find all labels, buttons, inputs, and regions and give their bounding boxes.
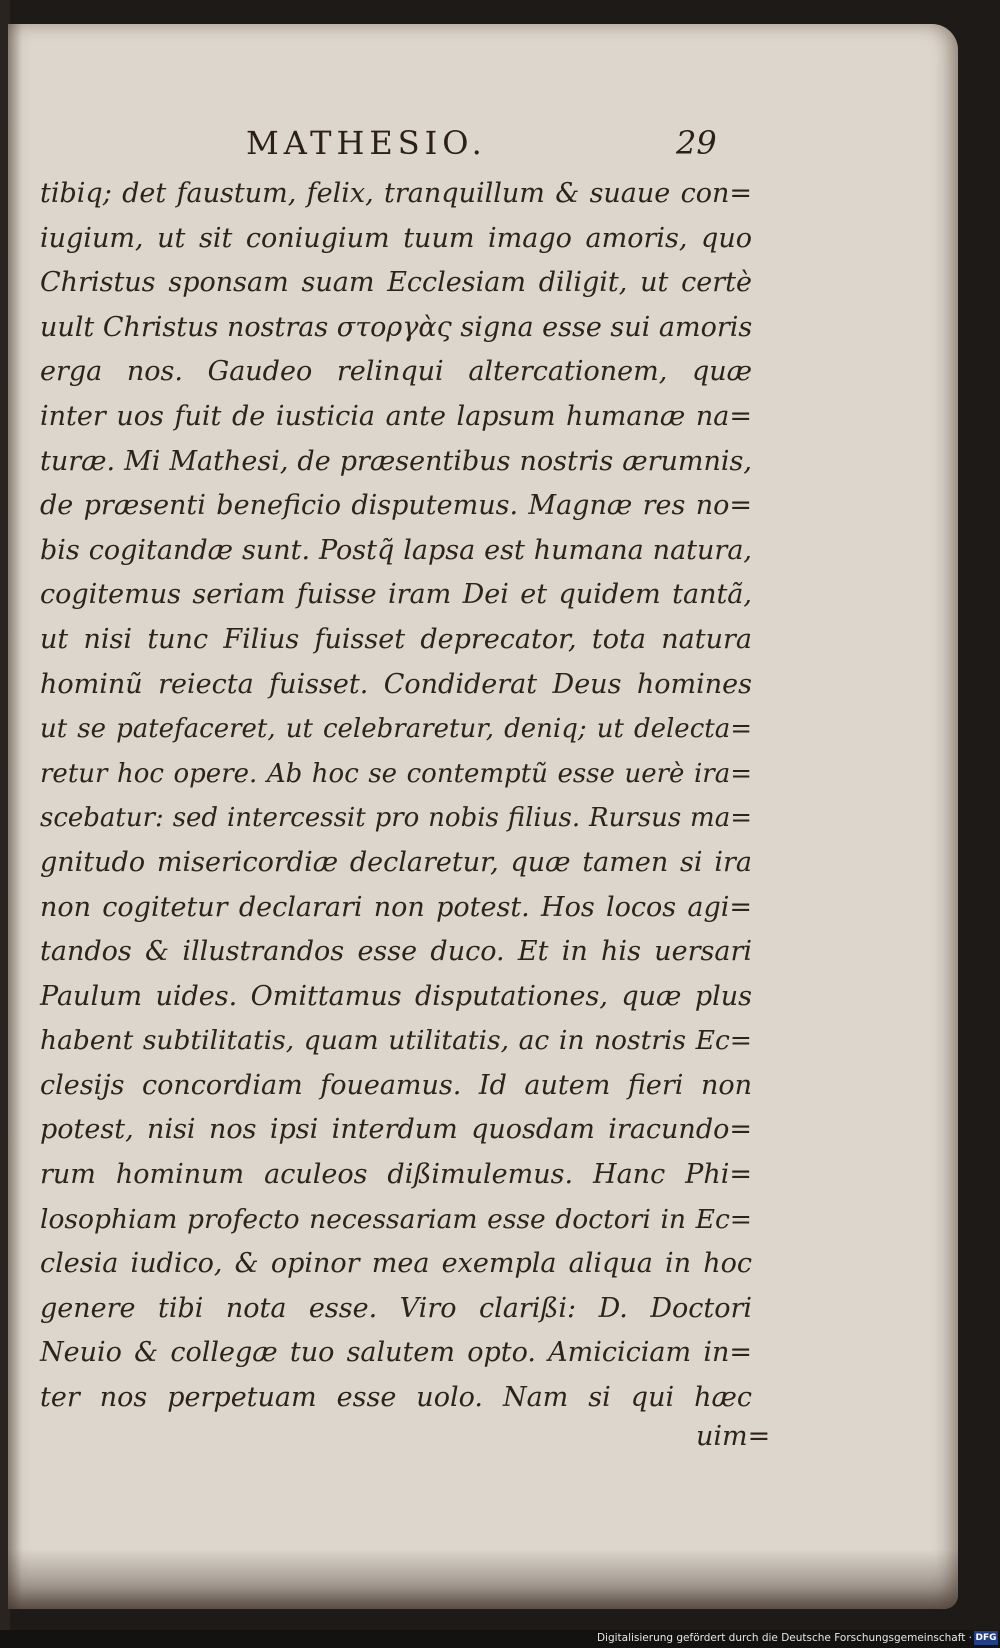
text-line: scebatur: sed intercessit pro nobis filius. Rursus ma=: [40, 803, 752, 834]
body-text: [40, 172, 752, 1421]
text-line: inter uos fuit de iusticia ante lapsum humanæ na=: [40, 400, 752, 432]
page-number: 29: [676, 124, 717, 162]
text-line: ut se patefaceret, ut celebraretur, deniq; ut delecta=: [40, 714, 752, 745]
text-line: tandos & illustrandos esse duco. Et in his uersari: [40, 936, 752, 968]
text-line: ter nos perpetuam esse uolo. Nam si qui hæc: [40, 1382, 752, 1414]
text-line: gnitudo misericordiæ declaretur, quæ tamen si ira: [40, 846, 752, 878]
text-line: retur hoc opere. Ab hoc se contemptũ esse uerè ira=: [40, 758, 752, 789]
text-line: clesia iudico, & opinor mea exempla aliqua in hoc: [40, 1248, 752, 1280]
text-line: non cogitetur declarari non potest. Hos locos agi=: [40, 891, 752, 923]
text-line: ut nisi tunc Filius fuisset deprecator, tota natura: [40, 623, 752, 655]
book-page: [8, 24, 958, 1609]
text-line: genere tibi nota esse. Viro clarißi: D. Doctori: [40, 1292, 752, 1324]
text-line: Christus sponsam suam Ecclesiam diligit, ut certè: [40, 267, 752, 299]
text-line: turæ. Mi Mathesi, de præsentibus nostris ærumnis,: [40, 445, 752, 477]
text-line: clesijs concordiam foueamus. Id autem fieri non: [40, 1069, 752, 1101]
text-line: Paulum uides. Omittamus disputationes, quæ plus: [40, 980, 752, 1012]
dfg-logo-icon: DFG: [975, 1633, 997, 1643]
text-line: uult Christus nostras στοργὰς signa esse sui amoris: [40, 311, 753, 343]
text-line: hominũ reiecta fuisset. Condiderat Deus homines: [40, 668, 752, 700]
text-line: habent subtilitatis, quam utilitatis, ac in nostris Ec=: [40, 1025, 752, 1057]
text-line: iugium, ut sit coniugium tuum imago amoris, quo: [40, 222, 752, 254]
text-line: tibiq; det faustum, felix, tranquillum & suaue con=: [40, 178, 752, 209]
text-line: bis cogitandæ sunt. Postq̃ lapsa est humana natura,: [40, 534, 752, 566]
text-line: erga nos. Gaudeo relinqui altercationem, quæ: [40, 356, 752, 388]
text-line: losophiam profecto necessariam esse doctori in Ec=: [40, 1203, 752, 1235]
page-header: [8, 124, 958, 174]
text-line: cogitemus seriam fuisse iram Dei et quidem tantã,: [40, 579, 752, 611]
text-line: potest, nisi nos ipsi interdum quosdam iracundo=: [40, 1114, 752, 1146]
funding-credit: Digitalisierung gefördert durch die Deutsche Forschungsgemeinschaft ·: [596, 1632, 972, 1644]
text-line: Neuio & collegæ tuo salutem opto. Amiciciam in=: [40, 1337, 752, 1369]
text-line: de præsenti beneficio disputemus. Magnæ res no=: [40, 490, 752, 522]
running-head: MATHESIO.: [246, 124, 487, 162]
text-line: rum hominum aculeos dißimulemus. Hanc Phi=: [40, 1159, 752, 1191]
catchword: uim=: [696, 1421, 771, 1452]
